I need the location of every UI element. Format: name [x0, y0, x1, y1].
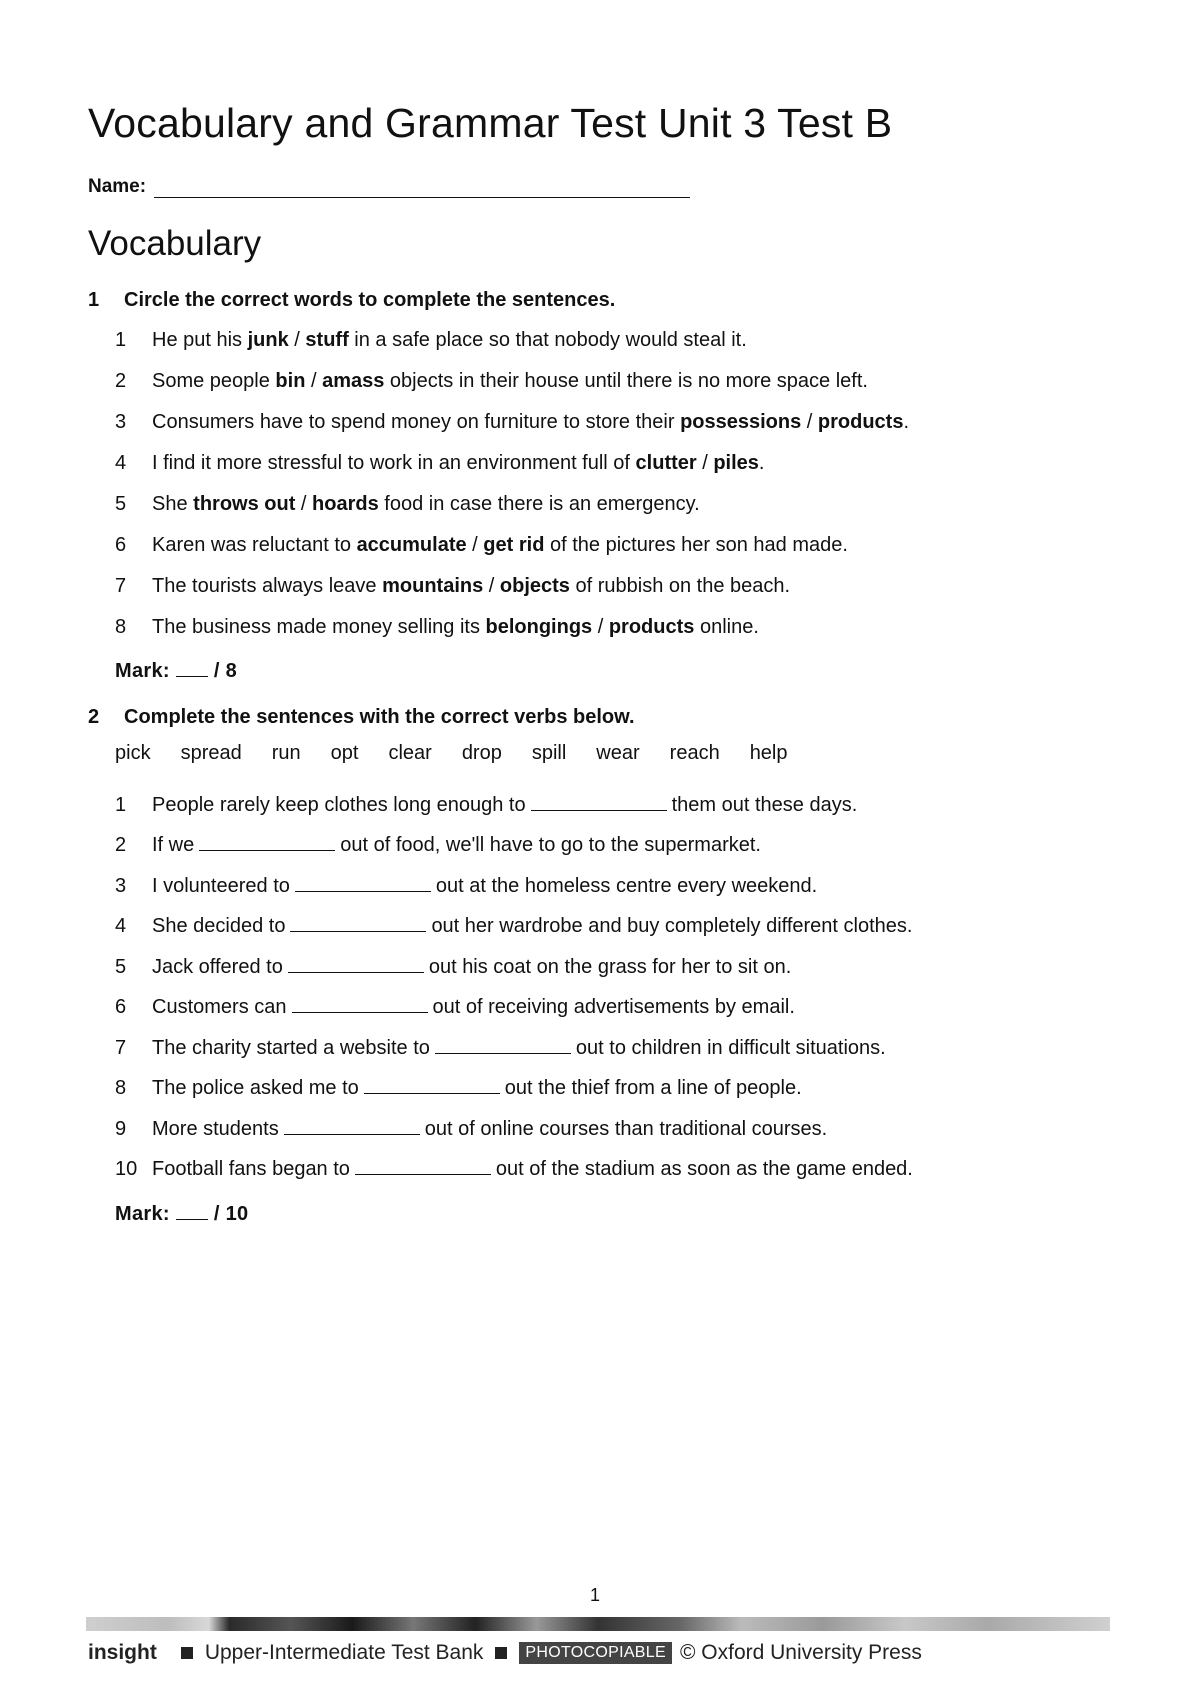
sentence-start: Some people — [152, 370, 276, 392]
item-number: 8 — [115, 616, 127, 638]
sentence-end: out of receiving advertisements by email. — [432, 996, 795, 1019]
sentence-end: out at the homeless centre every weekend. — [435, 874, 818, 897]
choice-separator: / — [305, 370, 323, 392]
exercise-2-mark — [115, 1203, 248, 1226]
exercise-2-heading — [88, 706, 635, 729]
sentence-start: The police asked me to — [152, 1077, 359, 1100]
item-number: 1 — [115, 793, 127, 816]
answer-blank[interactable] — [355, 1158, 491, 1175]
name-field[interactable] — [154, 179, 690, 198]
sentence — [152, 875, 817, 898]
item-number: 3 — [115, 874, 127, 897]
choice-option-1[interactable]: belongings — [485, 616, 593, 638]
word-bank-item: spill — [531, 742, 567, 764]
word-bank-item: wear — [596, 742, 640, 764]
list-item — [115, 947, 913, 988]
choice-option-2[interactable]: amass — [322, 370, 385, 392]
answer-blank[interactable] — [531, 794, 667, 811]
sentence — [152, 493, 700, 516]
answer-blank[interactable] — [199, 834, 335, 851]
sentence-start: More students — [152, 1117, 279, 1140]
item-number: 7 — [115, 575, 127, 597]
word-bank-item: drop — [461, 742, 502, 764]
footer — [88, 1641, 922, 1665]
answer-blank[interactable] — [295, 875, 431, 892]
list-item — [115, 566, 909, 607]
answer-blank[interactable] — [292, 996, 428, 1013]
sentence-start: She decided to — [152, 915, 286, 938]
list-item — [115, 1150, 913, 1191]
sentence-start: People rarely keep clothes long enough to — [152, 793, 526, 816]
mark-blank[interactable] — [176, 1205, 208, 1220]
list-item — [115, 1028, 913, 1069]
answer-blank[interactable] — [364, 1077, 500, 1094]
choice-option-1[interactable]: junk — [247, 329, 289, 351]
sentence — [152, 616, 759, 639]
list-item — [115, 361, 909, 402]
sentence-start: If we — [152, 834, 195, 857]
answer-blank[interactable] — [288, 956, 424, 973]
choice-option-2[interactable]: products — [608, 616, 695, 638]
choice-option-2[interactable]: products — [817, 411, 904, 433]
exercise-1-mark — [115, 660, 237, 683]
choice-option-2[interactable]: stuff — [305, 329, 349, 351]
sentence-end: . — [758, 452, 765, 474]
sentence — [152, 1118, 827, 1141]
sentence-start: He put his — [152, 329, 248, 351]
choice-separator: / — [466, 534, 484, 556]
choice-option-1[interactable]: possessions — [680, 411, 802, 433]
mark-total: / 10 — [213, 1203, 249, 1225]
sentence-end: out of online courses than traditional courses. — [424, 1117, 828, 1140]
mark-label: Mark: — [115, 1203, 170, 1225]
exercise-number: 1 — [88, 289, 100, 311]
choice-option-1[interactable]: accumulate — [356, 534, 467, 556]
choice-option-1[interactable]: mountains — [382, 575, 484, 597]
item-number: 1 — [115, 329, 127, 351]
word-bank-item: run — [271, 742, 301, 764]
item-number: 4 — [115, 452, 127, 474]
sentence-end: them out these days. — [671, 793, 858, 816]
list-item — [115, 866, 913, 907]
exercise-1-heading — [88, 289, 615, 312]
list-item — [115, 320, 909, 361]
item-number: 5 — [115, 493, 127, 515]
word-bank-item: spread — [180, 742, 242, 764]
sentence-start: Football fans began to — [152, 1158, 350, 1181]
test-bank-label: Upper-Intermediate Test Bank — [204, 1641, 484, 1664]
choice-option-1[interactable]: bin — [275, 370, 306, 392]
sentence-start: Karen was reluctant to — [152, 534, 357, 556]
choice-separator: / — [483, 575, 500, 597]
choice-separator: / — [592, 616, 609, 638]
item-number: 7 — [115, 1036, 127, 1059]
item-number: 10 — [115, 1158, 138, 1181]
sentence — [152, 996, 795, 1019]
item-number: 4 — [115, 915, 127, 938]
exercise-instruction: Complete the sentences with the correct verbs below. — [124, 706, 635, 728]
choice-option-2[interactable]: get rid — [483, 534, 545, 556]
sentence — [152, 834, 761, 857]
page-title: Vocabulary and Grammar Test Unit 3 Test B — [88, 100, 893, 146]
item-number: 6 — [115, 996, 127, 1019]
word-bank — [115, 742, 818, 765]
answer-blank[interactable] — [284, 1118, 420, 1135]
sentence-end: . — [903, 411, 910, 433]
choice-option-1[interactable]: clutter — [635, 452, 697, 474]
sentence-start: She — [152, 493, 194, 515]
answer-blank[interactable] — [435, 1037, 571, 1054]
list-item — [115, 988, 913, 1029]
square-bullet-icon — [181, 1647, 193, 1659]
list-item — [115, 1069, 913, 1110]
sentence-start: I find it more stressful to work in an environment full of — [152, 452, 636, 474]
item-number: 8 — [115, 1077, 127, 1100]
mark-label: Mark: — [115, 660, 170, 682]
exercise-2-list — [115, 785, 913, 1190]
choice-option-1[interactable]: throws out — [193, 493, 296, 515]
sentence-end: of rubbish on the beach. — [569, 575, 791, 597]
exercise-1-list — [115, 320, 909, 648]
sentence-end: out of the stadium as soon as the game ended. — [495, 1158, 913, 1181]
sentence — [152, 794, 857, 817]
sentence-start: The charity started a website to — [152, 1036, 430, 1059]
word-bank-item: help — [749, 742, 788, 764]
list-item — [115, 607, 909, 648]
word-bank-item: clear — [388, 742, 432, 764]
photocopiable-badge: PHOTOCOPIABLE — [519, 1642, 672, 1664]
sentence-end: out the thief from a line of people. — [504, 1077, 802, 1100]
sentence — [152, 534, 848, 557]
item-number: 9 — [115, 1117, 127, 1140]
exercise-number: 2 — [88, 706, 100, 728]
sentence-start: I volunteered to — [152, 874, 290, 897]
sentence — [152, 452, 764, 475]
sentence — [152, 1077, 802, 1100]
name-row — [88, 176, 690, 198]
page-number: 1 — [590, 1585, 601, 1605]
mark-total: / 8 — [213, 660, 237, 682]
sentence-end: of the pictures her son had made. — [544, 534, 848, 556]
choice-option-2[interactable]: piles — [713, 452, 759, 474]
item-number: 6 — [115, 534, 127, 556]
list-item — [115, 525, 909, 566]
sentence — [152, 411, 909, 434]
item-number: 2 — [115, 834, 127, 857]
answer-blank[interactable] — [290, 915, 426, 932]
choice-separator: / — [295, 493, 313, 515]
list-item — [115, 1109, 913, 1150]
choice-separator: / — [801, 411, 818, 433]
choice-separator: / — [288, 329, 306, 351]
sentence — [152, 956, 791, 979]
copyright-text: © Oxford University Press — [679, 1641, 922, 1664]
choice-option-2[interactable]: hoards — [312, 493, 379, 515]
word-bank-item: opt — [330, 742, 359, 764]
sentence-start: The tourists always leave — [152, 575, 383, 597]
sentence — [152, 1158, 913, 1181]
list-item — [115, 484, 909, 525]
list-item — [115, 907, 913, 948]
choice-option-2[interactable]: objects — [499, 575, 570, 597]
brand-logo: insight — [88, 1641, 157, 1664]
sentence — [152, 370, 868, 393]
sentence-start: Jack offered to — [152, 955, 283, 978]
sentence-start: Customers can — [152, 996, 287, 1019]
sentence-end: out his coat on the grass for her to sit on. — [428, 955, 792, 978]
sentence-start: The business made money selling its — [152, 616, 486, 638]
mark-blank[interactable] — [176, 662, 208, 677]
item-number: 3 — [115, 411, 127, 433]
word-bank-item: reach — [669, 742, 720, 764]
exercise-instruction: Circle the correct words to complete the sentences. — [124, 289, 616, 311]
item-number: 5 — [115, 955, 127, 978]
square-bullet-icon — [495, 1647, 507, 1659]
sentence-end: in a safe place so that nobody would steal it. — [348, 329, 747, 351]
sentence-end: out to children in difficult situations. — [575, 1036, 886, 1059]
list-item — [115, 785, 913, 826]
word-bank-item: pick — [115, 742, 151, 764]
list-item — [115, 443, 909, 484]
sentence-start: Consumers have to spend money on furniture to store their — [152, 411, 681, 433]
sentence — [152, 575, 790, 598]
item-number: 2 — [115, 370, 127, 392]
sentence-end: food in case there is an emergency. — [378, 493, 700, 515]
sentence-end: out her wardrobe and buy completely different clothes. — [431, 915, 913, 938]
list-item — [115, 826, 913, 867]
footer-banner-image — [86, 1617, 1110, 1631]
sentence-end: objects in their house until there is no more space left. — [384, 370, 868, 392]
sentence-end: out of food, we'll have to go to the supermarket. — [340, 834, 761, 857]
list-item — [115, 402, 909, 443]
section-heading: Vocabulary — [88, 224, 262, 263]
sentence — [152, 1037, 886, 1060]
sentence — [152, 329, 747, 352]
name-label: Name: — [88, 176, 147, 197]
sentence-end: online. — [694, 616, 759, 638]
sentence — [152, 915, 912, 938]
choice-separator: / — [696, 452, 714, 474]
